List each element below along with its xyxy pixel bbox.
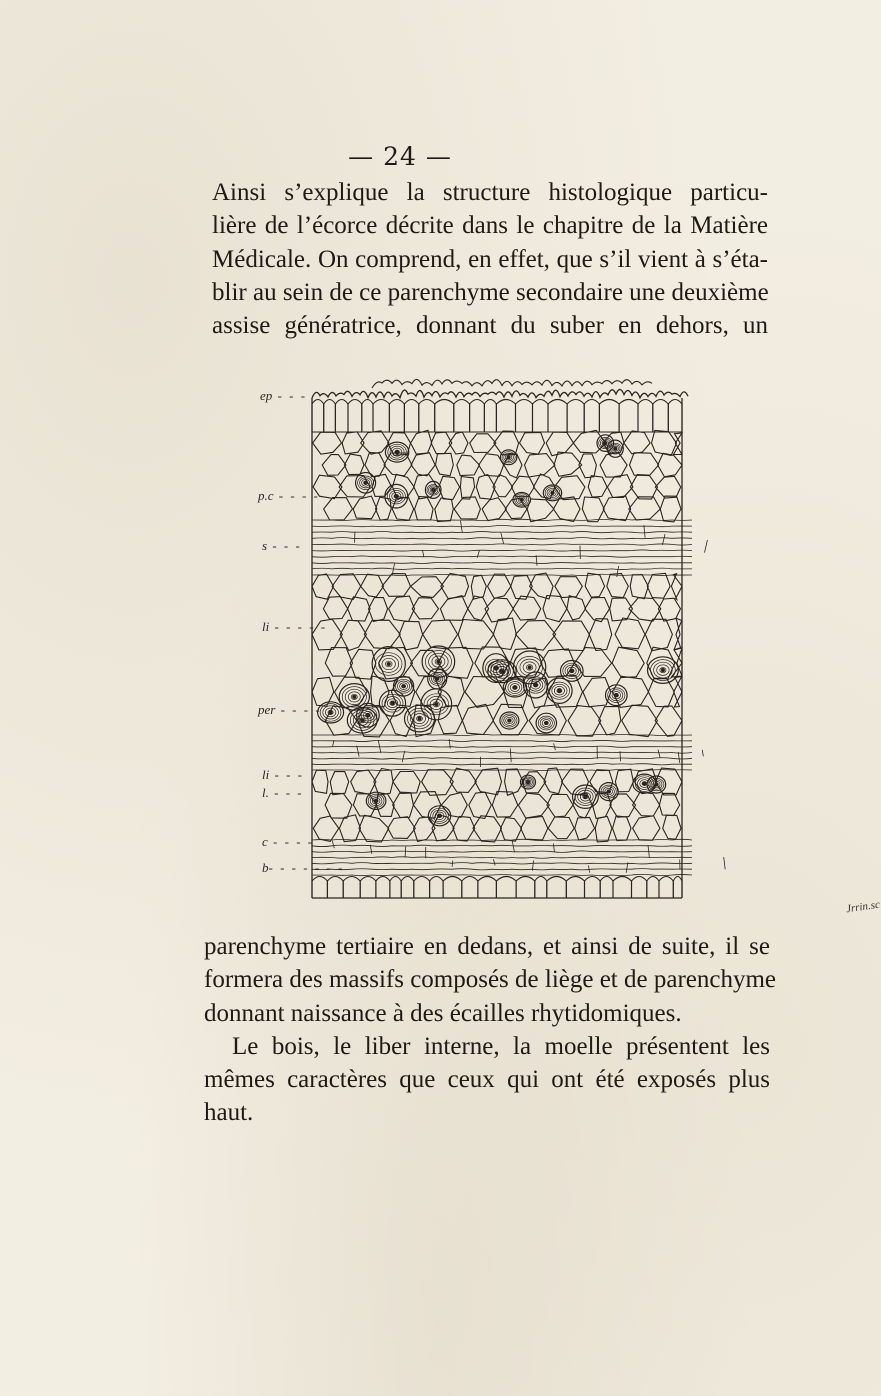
text-line: Le bois, le liber interne, la moelle présentent les — [232, 1032, 770, 1060]
paragraph-intro — [212, 176, 768, 342]
text-line: parenchyme tertiaire en dedans, et ainsi de suite, il se — [204, 933, 770, 960]
label-s: s - - - — [262, 538, 302, 553]
histology-figure — [250, 370, 881, 916]
label-per: per - - - - — [258, 702, 322, 717]
text-line: mêmes caractères que ceux qui ont été exposés plus — [204, 1066, 770, 1094]
text-line: haut. — [204, 1099, 254, 1127]
label-pc: p.c - - - - — [258, 488, 320, 503]
page-number: — 24 — — [348, 142, 452, 171]
paragraph-continuation — [204, 930, 777, 1130]
label-l: l. - - - — [262, 785, 304, 800]
text-line: Ainsi s’explique la structure histologique particu- — [212, 179, 768, 206]
label-li-lower: li - - - — [262, 767, 304, 782]
label-ep: ep - - - — [260, 388, 308, 403]
bark-cross-section-illustration — [250, 370, 700, 915]
label-li-upper: li - - - - - — [262, 619, 328, 634]
text-line: Médicale. On comprend, en effet, que s’il vient à s’éta- — [212, 245, 768, 273]
label-b: b- - - - - - - — [262, 860, 345, 875]
engraver-signature: Jrrin.sc — [845, 898, 881, 916]
text-line: lière de l’écorce décrite dans le chapitre de la Matière — [212, 212, 768, 240]
text-line: assise génératrice, donnant du suber en dehors, un — [212, 312, 768, 340]
text-line: donnant naissance à des écailles rhytidomiques. — [204, 999, 682, 1027]
label-c: c - - - - — [262, 834, 315, 849]
text-line: blir au sein de ce parenchyme secondaire une deuxième — [212, 278, 769, 306]
text-line: formera des massifs composés de liège et de parenchyme — [204, 966, 777, 994]
